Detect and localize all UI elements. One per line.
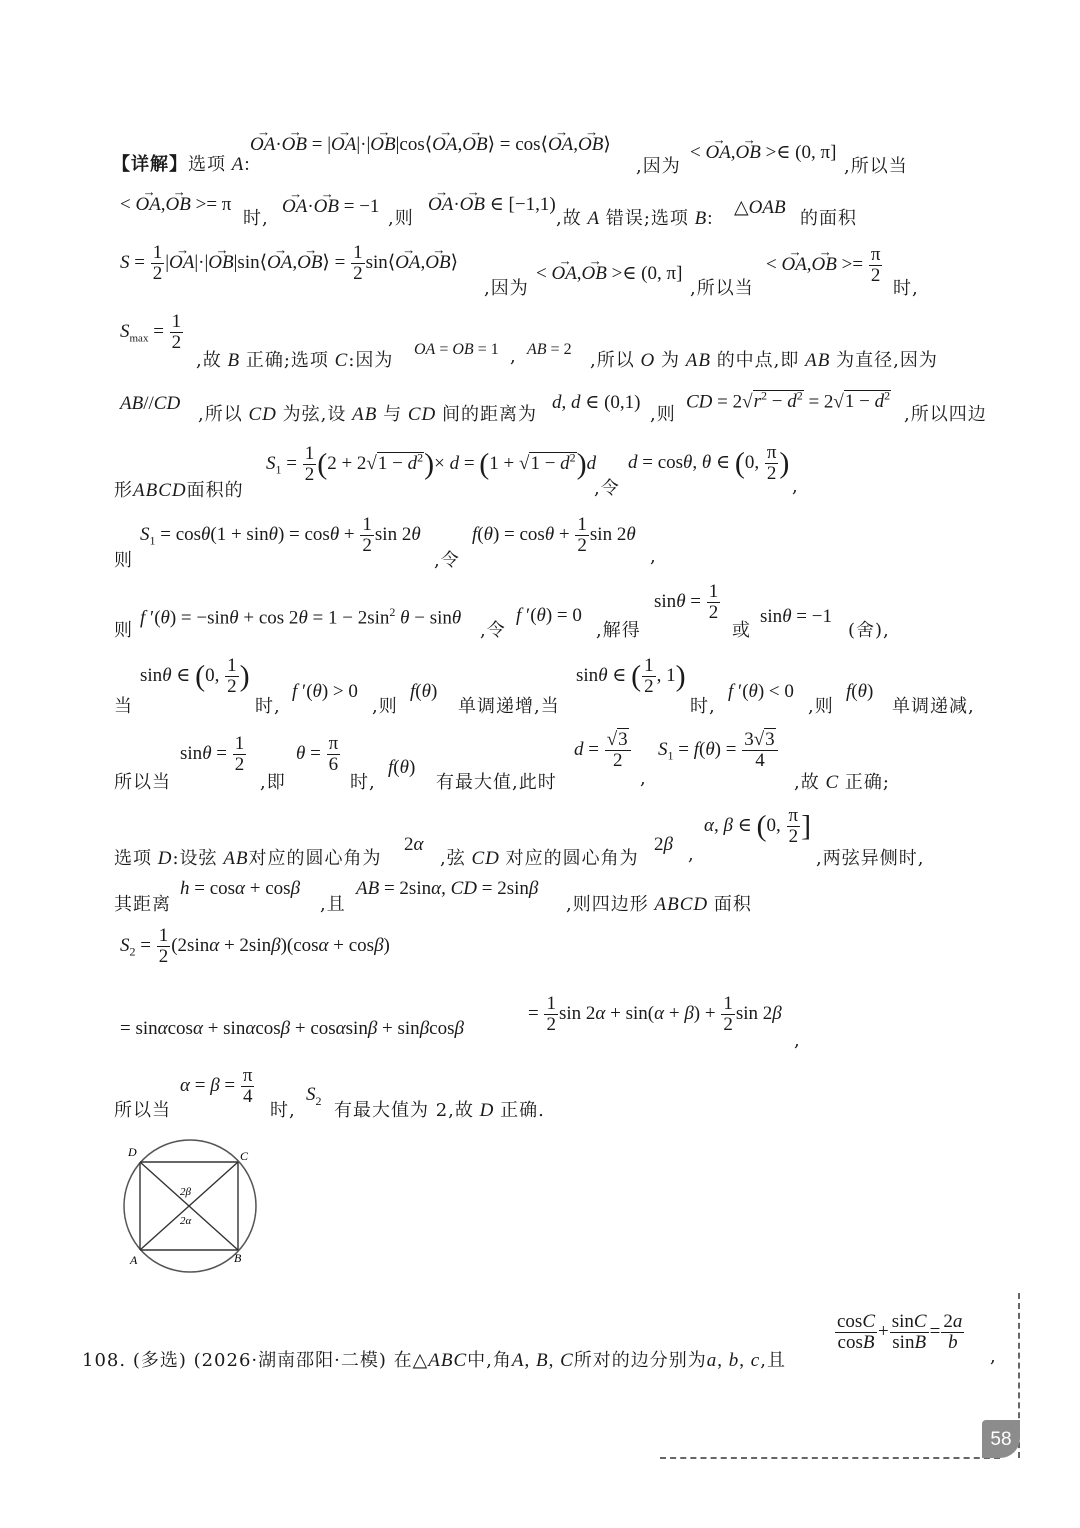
eq-f-theta-max: f(θ) <box>388 757 416 778</box>
detail-text: ,令 <box>594 478 620 499</box>
figure-label-a: A <box>130 1253 138 1267</box>
eq-angle-pi: < → OA,→ OB >= π <box>120 194 231 216</box>
detail-text: 形ABCD面积的 <box>114 480 244 501</box>
eq-dot-range: → OA·→ OB ∈ [−1,1) <box>428 193 556 216</box>
detail-text: 时, <box>350 772 376 793</box>
eq-ab-cd-sin: AB = 2sinα, CD = 2sinβ <box>356 878 539 899</box>
problem-108: 108. (多选) (2026·湖南邵阳·二模) 在△ABC中,角A, B, C所对的边分别为a, b, c,且 <box>82 1350 786 1371</box>
eq-angle-pi-half: < → OA,→ OB >= $\frac{\pi}{2}$ <box>766 245 883 286</box>
eq-s2-expand: = sinαcosα + sinαcosβ + cosαsinβ + sinβcosβ <box>120 1018 464 1039</box>
detail-text: , <box>510 346 517 367</box>
detail-text: 选项 D:设弦 AB对应的圆心角为 <box>114 848 382 869</box>
figure-label-d: D <box>128 1145 137 1159</box>
eq-f-theta-dec: f(θ) <box>846 681 874 702</box>
eq-sin-half: sinθ = $\frac{1}{2}$ <box>654 581 719 623</box>
figure-label-b: B <box>234 1251 242 1265</box>
detail-text: ,则 <box>650 404 676 425</box>
eq-smax: $S_{max}$ = $\frac{1}{2}$ <box>120 311 182 353</box>
eq-sin-range-upper: sinθ ∈ ( $\frac{1}{2}$ , 1) <box>576 655 686 697</box>
problem-condition-eq: $\frac{\cos C}{\cos B}$ + $\frac{\sin C}{\sin B}$ = $\frac{2a}{b}$ <box>837 1311 963 1353</box>
detail-text: 当 <box>114 696 133 717</box>
detail-text: 时, <box>893 278 919 299</box>
detail-text: , <box>640 768 647 789</box>
eq-dot-neg1: → OA·→ OB = −1 <box>282 196 379 218</box>
eq-ab-2: AB = 2 <box>527 341 572 358</box>
detail-text: ,则 <box>372 696 398 717</box>
figure-label-2beta: 2β <box>180 1186 191 1198</box>
eq-ab-parallel-cd: AB//CD <box>120 393 181 414</box>
eq-f-prime: f $'(\theta) = -\sin\theta + \cos 2\theta = 1 - 2\sin^2$ θ − sinθ <box>140 605 462 629</box>
detail-text: ,所以四边 <box>904 404 987 425</box>
detail-text: 的面积 <box>800 208 857 229</box>
eq-s2: $S_2$ = $\frac{1}{2}$ (2sinα + 2sinβ)(cosα + cosβ) <box>120 925 390 967</box>
detail-text: , <box>688 844 695 865</box>
detail-text: ,因为 <box>484 278 529 299</box>
detail-text: 则 <box>114 550 133 571</box>
detail-text: ,所以当 <box>844 156 908 177</box>
detail-text: 有最大值,此时 <box>436 772 557 793</box>
page-border-bottom <box>660 1457 1000 1459</box>
problem-tags: (多选) (2026·湖南邵阳·二模) <box>132 1350 387 1371</box>
detail-tag: 【详解】 <box>112 154 188 175</box>
detail-text: ,所以 CD 为弦,设 AB 与 CD 间的距离为 <box>198 404 537 425</box>
eq-f-prime-neg: f ′(θ) < 0 <box>728 681 794 702</box>
eq-cd-length: CD = $2√r^2 - d^2 = 2√1 - d^2$ <box>686 389 891 413</box>
eq-d-range: d, d ∈ (0,1) <box>552 392 641 413</box>
eq-h-distance: h = cosα + cosβ <box>180 878 301 899</box>
detail-text: ,两弦异侧时, <box>816 848 925 869</box>
eq-alpha-beta-pi4: α = β = $\frac{\pi}{4}$ <box>180 1065 253 1107</box>
detail-text: ,所以当 <box>690 278 754 299</box>
detail-text: ,故 B 正确;选项 C:因为 <box>196 350 394 371</box>
eq-theta-pi6: θ = $\frac{\pi}{6}$ <box>296 733 339 775</box>
eq-f-prime-zero: f ′(θ) = 0 <box>516 605 582 626</box>
eq-2beta: 2β <box>654 834 673 855</box>
eq-sin-range-lower: sinθ ∈ (0, $\frac{1}{2}$ ) <box>140 655 250 697</box>
eq-s1-theta: $S_1 = \cos\theta(1 + \sin\theta) = \cos\theta$ + $\frac{1}{2}$ sin 2θ <box>140 514 421 556</box>
page-number: 58 <box>982 1420 1020 1458</box>
detail-text: 其距离 <box>114 894 171 915</box>
eq-s1-max: $S_1 = f(\theta)$ = $\frac{3√3}{4}$ <box>658 730 779 771</box>
eq-d-sqrt3: d = $\frac{√3}{2}$ <box>574 730 632 771</box>
detail-text: ,故 C 正确; <box>794 772 890 793</box>
detail-text: 所以当 <box>114 1100 171 1121</box>
detail-text: 有最大值为 2,故 D 正确. <box>334 1100 545 1121</box>
detail-text: 单调递增,当 <box>458 696 560 717</box>
detail-text: 单调递减, <box>892 696 975 717</box>
detail-text: ,故 A 错误;选项 B: <box>556 208 714 229</box>
eq-dot-product: → OA·→ OB = |→ OA|·|→ OB|cos⟨→ OA,→ OB⟩ = cos⟨→ OA,→ OB⟩ <box>250 133 611 156</box>
detail-text: 时, <box>255 696 281 717</box>
circle-quadrilateral-figure <box>118 1138 268 1278</box>
detail-text: 时, <box>270 1100 296 1121</box>
detail-text: ,即 <box>260 772 286 793</box>
detail-text: ,则四边形 ABCD 面积 <box>566 894 752 915</box>
figure-label-2alpha: 2α <box>180 1215 192 1227</box>
detail-text: ,则 <box>808 696 834 717</box>
eq-f-theta-inc: f(θ) <box>410 681 438 702</box>
detail-text: ,则 <box>388 208 414 229</box>
eq-angle-range-2: < → OA,→ OB >∈ (0, π] <box>536 262 682 285</box>
eq-2alpha: 2α <box>404 834 424 855</box>
detail-text: , <box>792 476 799 497</box>
detail-text: , <box>794 1030 801 1051</box>
detail-text: ,解得 <box>596 620 641 641</box>
detail-text: ,且 <box>320 894 346 915</box>
eq-d-cos-theta: d = cosθ, θ ∈ (0, $\frac{\pi}{2}$ ) <box>628 442 790 484</box>
eq-alpha-beta-range: α, β ∈ (0, $\frac{\pi}{2}$ ] <box>704 805 812 847</box>
eq-f-prime-pos: f ′(θ) > 0 <box>292 681 358 702</box>
eq-s2-simplify: = $\frac{1}{2}$ sin 2α + sin(α + β) + $\frac{1}{2}$ sin 2β <box>528 993 782 1035</box>
problem-number: 108. <box>82 1350 127 1371</box>
eq-f-theta: f(θ) = cosθ + $\frac{1}{2}$ sin 2θ <box>472 514 636 556</box>
detail-text: 或 <box>732 620 751 641</box>
eq-s1: $S_1$ = $\frac{1}{2}$ $(2 + 2√1 - d^2)\times d = (1 + √1 - d^2)d$ <box>266 443 597 485</box>
eq-sin-half-2: sinθ = $\frac{1}{2}$ <box>180 733 245 775</box>
detail-text: 时, <box>690 696 716 717</box>
eq-angle-range: < → OA,→ OB >∈ (0, π] <box>690 141 836 164</box>
detail-text: ,所以 O 为 AB 的中点,即 AB 为直径,因为 <box>590 350 938 371</box>
eq-triangle-oab: △OAB <box>734 197 786 218</box>
detail-text: (舍), <box>848 620 890 641</box>
detail-text: ,令 <box>434 550 460 571</box>
detail-text: ,弦 CD 对应的圆心角为 <box>440 848 639 869</box>
eq-oa-ob: OA = OB = 1 <box>414 341 499 358</box>
eq-area-s: S = $\frac{1}{2}$ |→ OA|·|→ OB|sin⟨→ OA,→ OB⟩ = $\frac{1}{2}$ sin⟨→ OA,→ OB⟩ <box>120 243 458 284</box>
detail-text: , <box>990 1346 997 1367</box>
detail-text: 时, <box>243 208 269 229</box>
eq-sin-neg1: sinθ = −1 <box>760 606 832 627</box>
detail-text: ,令 <box>480 620 506 641</box>
detail-text: 所以当 <box>114 772 171 793</box>
detail-text: ,因为 <box>636 156 681 177</box>
eq-s2-symbol: $S_2$ <box>306 1084 322 1108</box>
detail-text: , <box>650 546 657 567</box>
detail-text: 则 <box>114 620 133 641</box>
figure-label-c: C <box>240 1149 249 1163</box>
detail-line-1: 【详解】选项 A: <box>112 154 251 175</box>
